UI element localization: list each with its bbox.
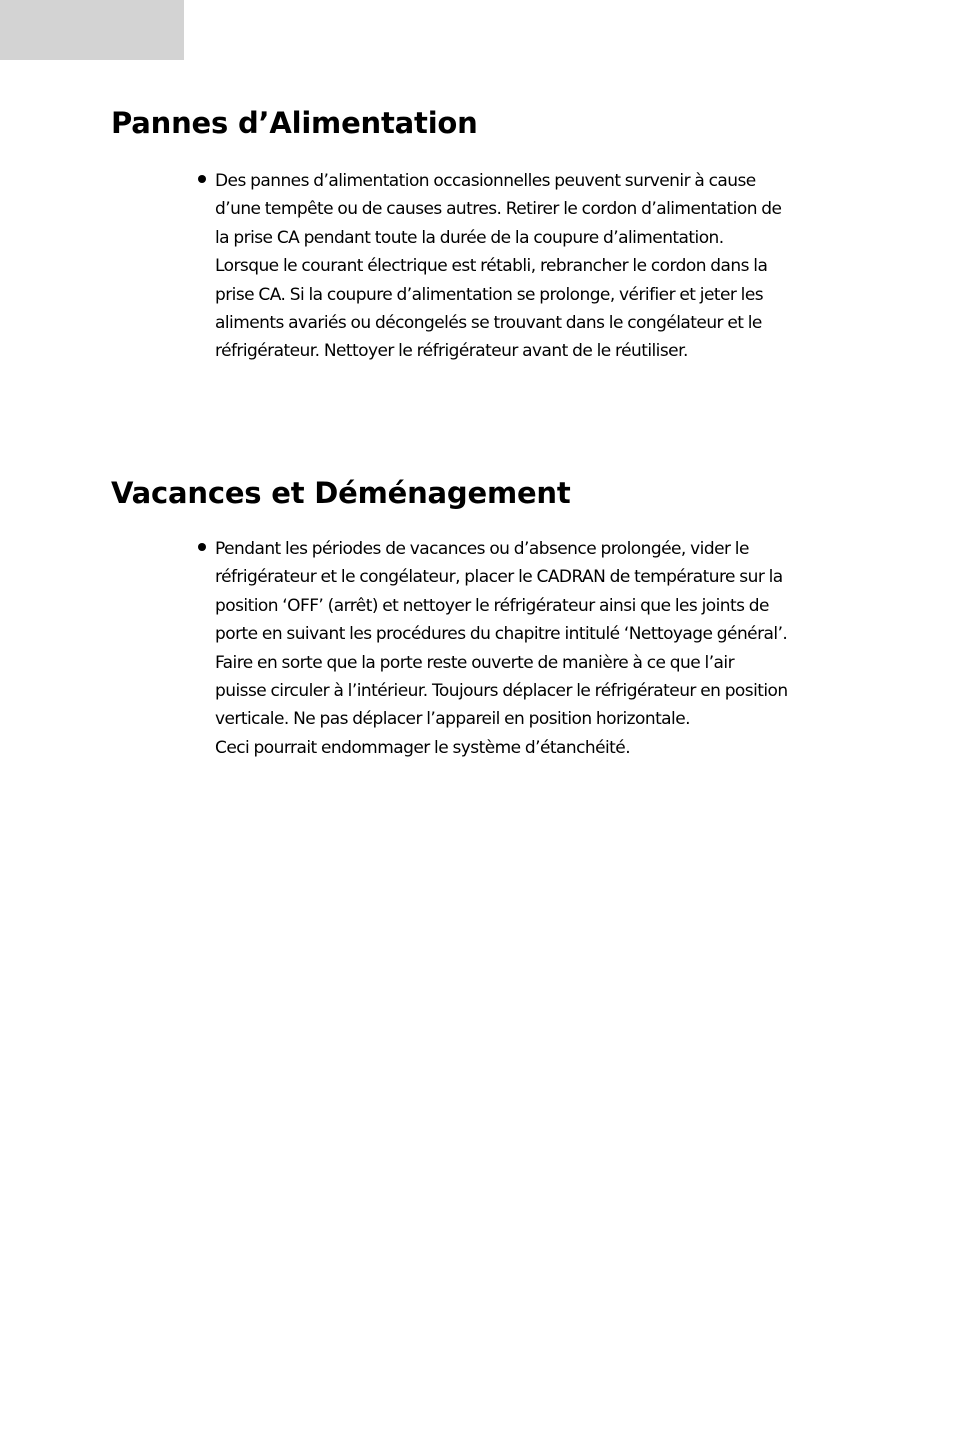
text-line: puisse circuler à l’intérieur. Toujours déplacer le réfrigérateur en position (215, 681, 788, 702)
text-line: réfrigérateur. Nettoyer le réfrigérateur avant de le réutiliser. (215, 341, 688, 362)
text-line: Faire en sorte que la porte reste ouverte de manière à ce que l’air (215, 652, 735, 673)
section-heading: Pannes d’Alimentation (111, 106, 478, 140)
bullet-dot-icon (198, 175, 206, 183)
text-line: prise CA. Si la coupure d’alimentation se prolonge, vérifier et jeter les (215, 284, 764, 305)
text-line: Des pannes d’alimentation occasionnelles peuvent survenir à cause (215, 171, 756, 191)
text-line: d’une tempête ou de causes autres. Retirer le cordon d’alimentation de (215, 199, 782, 220)
bullet-text (215, 535, 788, 762)
text-line: la prise CA pendant toute la durée de la coupure d’alimentation. (215, 227, 724, 248)
text-line: aliments avariés ou décongelés se trouvant dans le congélateur et le (215, 313, 762, 334)
text-line: porte en suivant les procédures du chapitre intitulé ‘Nettoyage général’. (215, 624, 788, 645)
page-corner-tab (0, 0, 184, 60)
text-line: verticale. Ne pas déplacer l’appareil en position horizontale. (215, 709, 690, 730)
bullet-dot-icon (198, 543, 206, 551)
bullet-text (215, 167, 781, 366)
section-heading: Vacances et Déménagement (111, 476, 571, 510)
text-line: réfrigérateur et le congélateur, placer le CADRAN de température sur la (215, 567, 783, 588)
text-line: Pendant les périodes de vacances ou d’absence prolongée, vider le (215, 539, 749, 559)
text-line: Lorsque le courant électrique est rétabli, rebrancher le cordon dans la (215, 256, 768, 277)
text-line: Ceci pourrait endommager le système d’étanchéité. (215, 737, 631, 758)
text-line: position ‘OFF’ (arrêt) et nettoyer le réfrigérateur ainsi que les joints de (215, 595, 769, 616)
